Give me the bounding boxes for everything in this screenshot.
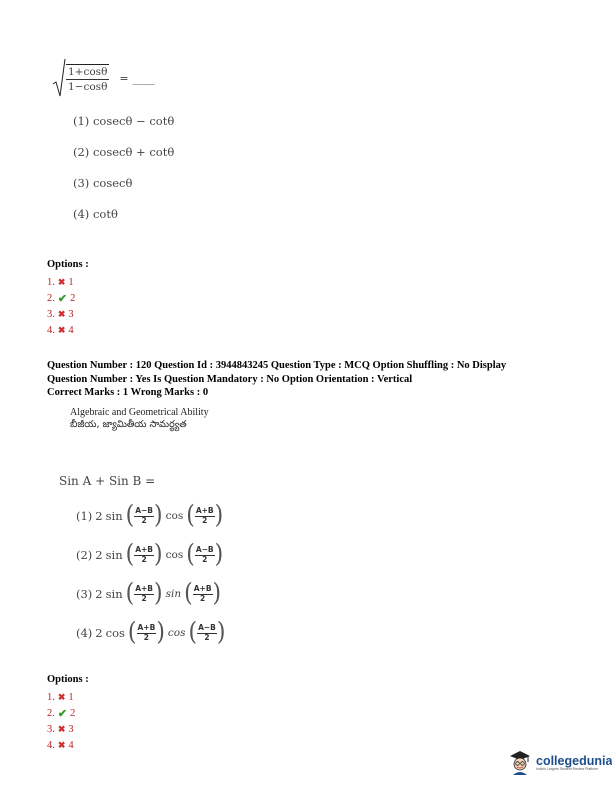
denominator: 2 bbox=[141, 554, 147, 564]
q2-question: Sin A + Sin B = bbox=[59, 474, 156, 488]
trig-function: sin bbox=[105, 548, 123, 562]
q2-options-label: Options : bbox=[47, 674, 89, 685]
q1-equals: = bbox=[119, 71, 129, 85]
q1-option-2: 2. ✔ 2 bbox=[47, 292, 76, 305]
q1-numerator: 1+cosθ bbox=[66, 67, 109, 81]
logo-name: collegedunia bbox=[536, 753, 612, 768]
denominator: 2 bbox=[202, 554, 208, 564]
q2-option-3: 3. ✖ 3 bbox=[47, 723, 74, 735]
student-mascot-icon bbox=[508, 750, 532, 776]
parenthesized-fraction: ( $\frac{A+B}{2}$ ) bbox=[127, 618, 165, 647]
q2-choice-1 bbox=[76, 501, 224, 530]
cross-icon: ✖ bbox=[57, 324, 66, 335]
q1-blank: ____ bbox=[132, 71, 155, 85]
cross-icon: ✖ bbox=[57, 276, 66, 287]
trig-function: cos bbox=[165, 549, 184, 561]
square-root-sign bbox=[52, 58, 66, 98]
parenthesized-fraction: ( $\frac{A+B}{2}$ ) bbox=[125, 540, 163, 569]
trig-function: cos bbox=[167, 627, 186, 639]
argument-1: A+B bbox=[137, 623, 156, 633]
denominator: 2 bbox=[202, 515, 208, 525]
argument-2: A+B bbox=[193, 584, 212, 594]
collegedunia-logo bbox=[508, 750, 612, 776]
denominator: 2 bbox=[143, 632, 150, 642]
q2-meta-line-2: Question Number : Yes Is Question Mandatory : No Option Orientation : Vertical bbox=[47, 373, 413, 385]
q2-meta-line-3: Correct Marks : 1 Wrong Marks : 0 bbox=[47, 387, 209, 398]
coefficient: 2 bbox=[95, 548, 103, 562]
logo-tagline: India's Largest Student Review Platform bbox=[536, 767, 599, 772]
choice-number: (1) bbox=[76, 509, 93, 523]
q1-choice-3: (3) cosecθ bbox=[73, 176, 133, 190]
q2-option-2: 2. ✔ 2 bbox=[47, 707, 76, 720]
q1-option-3: 3. ✖ 3 bbox=[47, 308, 74, 320]
choice-number: (4) bbox=[76, 626, 93, 640]
q1-choice-2: (2) cosecθ + cotθ bbox=[73, 145, 175, 159]
coefficient: 2 bbox=[95, 587, 103, 601]
q2-choice-2 bbox=[76, 540, 224, 569]
q2-options-list bbox=[47, 689, 75, 753]
trig-function: cos bbox=[105, 626, 125, 640]
q2-subject-english: Algebraic and Geometrical Ability bbox=[70, 407, 209, 418]
parenthesized-fraction: ( $\frac{A-B}{2}$ ) bbox=[125, 501, 163, 530]
denominator: 2 bbox=[204, 632, 210, 642]
argument-1: A+B bbox=[135, 545, 154, 555]
q2-meta-line-1: Question Number : 120 Question Id : 3944843245 Question Type : MCQ Option Shuffling : No Display bbox=[47, 360, 507, 371]
cross-icon: ✖ bbox=[57, 691, 66, 702]
q2-choice-3 bbox=[76, 579, 222, 608]
q2-subject bbox=[70, 407, 209, 431]
parenthesized-fraction: ( $\frac{A-B}{2}$ ) bbox=[188, 618, 226, 647]
q1-choice-4: (4) cotθ bbox=[73, 207, 118, 221]
cross-icon: ✖ bbox=[57, 723, 66, 734]
parenthesized-fraction: ( $\frac{A-B}{2}$ ) bbox=[186, 540, 224, 569]
argument-1: A−B bbox=[135, 506, 154, 516]
q1-denominator: 1−cosθ bbox=[68, 81, 108, 93]
denominator: 2 bbox=[141, 593, 147, 603]
choice-number: (2) bbox=[76, 548, 93, 562]
q1-expression bbox=[52, 58, 155, 98]
argument-1: A+B bbox=[135, 584, 154, 594]
parenthesized-fraction: ( $\frac{A+B}{2}$ ) bbox=[184, 579, 222, 608]
q1-option-4: 4. ✖ 4 bbox=[47, 324, 74, 336]
q1-options-list bbox=[47, 274, 75, 338]
cross-icon: ✖ bbox=[57, 739, 66, 750]
argument-2: A+B bbox=[195, 506, 214, 516]
trig-function: sin bbox=[165, 588, 182, 600]
q2-meta bbox=[47, 359, 607, 400]
denominator: 2 bbox=[141, 515, 147, 525]
coefficient: 2 bbox=[95, 509, 103, 523]
q2-choice-4 bbox=[76, 618, 226, 647]
trig-function: sin bbox=[105, 587, 123, 601]
parenthesized-fraction: ( $\frac{A+B}{2}$ ) bbox=[125, 579, 163, 608]
parenthesized-fraction: ( $\frac{A+B}{2}$ ) bbox=[186, 501, 224, 530]
trig-function: sin bbox=[105, 509, 123, 523]
argument-2: A−B bbox=[195, 545, 214, 555]
check-icon: ✔ bbox=[57, 292, 68, 305]
q2-option-4: 4. ✖ 4 bbox=[47, 739, 74, 751]
q2-subject-telugu: బీజీయ, జ్యామితీయ సామర్థ్యత bbox=[70, 419, 187, 430]
q1-options-label: Options : bbox=[47, 259, 89, 270]
argument-2: A−B bbox=[198, 623, 216, 633]
coefficient: 2 bbox=[95, 626, 103, 640]
cross-icon: ✖ bbox=[57, 308, 66, 319]
denominator: 2 bbox=[200, 593, 206, 603]
choice-number: (3) bbox=[76, 587, 93, 601]
q1-choice-1: (1) cosecθ − cotθ bbox=[73, 114, 175, 128]
q2-option-1: 1. ✖ 1 bbox=[47, 691, 74, 703]
q1-option-1: 1. ✖ 1 bbox=[47, 276, 74, 288]
check-icon: ✔ bbox=[57, 707, 68, 720]
trig-function: cos bbox=[165, 510, 184, 522]
